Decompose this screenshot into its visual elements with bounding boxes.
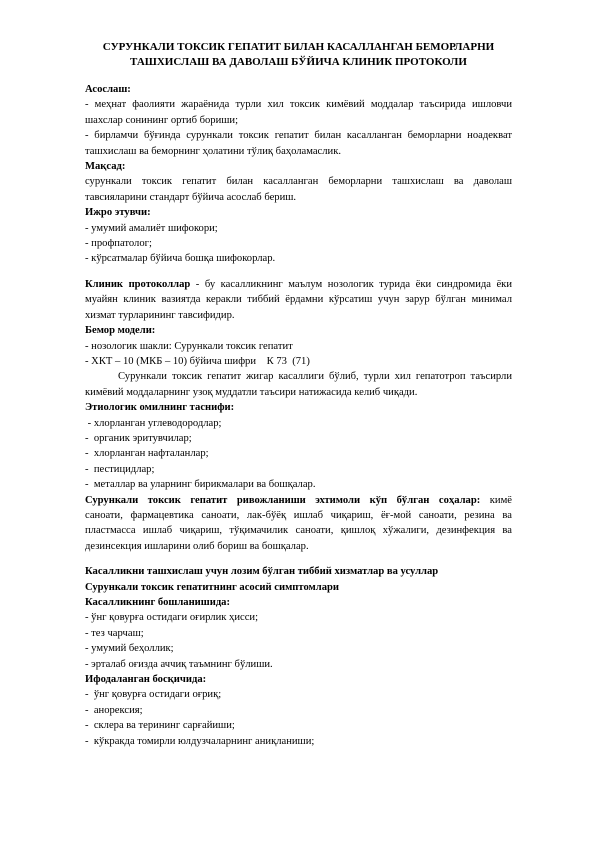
sohalar-rest: кимё xyxy=(480,494,512,506)
bemor-line: Сурункали токсик гепатит жигар касаллиги бўлиб, турли хил гепатотроп таъсирли xyxy=(118,371,512,383)
list-item: - склера ва терининг сарғайиши; xyxy=(85,720,235,732)
klinik-term: Клиник протоколлар xyxy=(85,278,191,290)
ijro-heading: Ижро этувчи: xyxy=(85,207,151,219)
bemor-line: кимёвий моддаларнинг узоқ муддатли таъсири натижасида келиб чиқади. xyxy=(85,386,418,398)
asos-line: - бирламчи бўғинда сурункали токсик гепатит билан касалланган беморларни ноадекват xyxy=(85,130,512,142)
asos-heading: Асослаш: xyxy=(85,84,131,95)
symptoms-heading: Сурункали токсик гепатитнинг асосий симптомлари xyxy=(85,581,339,593)
sohalar-term: Сурункали токсик гепатит ривожланиши эхтимоли кўп бўлган соҳалар: xyxy=(85,494,481,506)
list-item: - хлорланган нафталанлар; xyxy=(85,448,209,460)
list-item: - анорексия; xyxy=(85,704,143,716)
list-item: - умумий амалиёт шифокори; xyxy=(85,222,218,234)
etiol-heading: Этиологик омилнинг таснифи: xyxy=(85,402,235,414)
list-item: - органик эритувчилар; xyxy=(85,432,192,444)
sohalar-line: саноати, фармацевтика саноати, лак-бўёқ ишлаб чиқариш, ёғ-мой саноати, резина ва xyxy=(85,509,512,521)
list-item: - металлар ва уларнинг бирикмалари ва бошқалар. xyxy=(85,479,316,491)
sohalar-line xyxy=(85,493,512,508)
asos-line: - меҳнат фаолияти жараёнида турли хил токсик кимёвий моддалар таъсирида ишловчи xyxy=(85,99,512,111)
list-item: - хлорланган углеводородлар; xyxy=(85,417,222,429)
list-item: - кўкракда томирли юлдузчаларнинг аниқланиши; xyxy=(85,735,315,747)
advanced-heading: Ифодаланган босқичида: xyxy=(85,674,207,686)
sohalar-line: пластмасса ишлаб чиқариш, тўқимачилик саноати, қишлоқ хўжалиги, дезинфекция ва xyxy=(85,525,512,537)
bemor-heading: Бемор модели: xyxy=(85,325,156,337)
bemor-line: - нозологик шакли: Сурункали токсик гепатит xyxy=(85,340,293,352)
asos-line: ташхислаш ва беморнинг ҳолатини тўлиқ баҳоламаслик. xyxy=(85,145,341,157)
sohalar-line: дезинсекция ишларини олиб бориш ва бошқалар. xyxy=(85,540,309,552)
title-line-1: СУРУНКАЛИ ТОКСИК ГЕПАТИТ БИЛАН КАСАЛЛАНГАН БЕМОРЛАРНИ xyxy=(102,41,495,53)
klinik-line: хизмат турларининг тавсифидир. xyxy=(85,309,235,321)
list-item: - пестицидлар; xyxy=(85,463,155,475)
klinik-rest: - бу касалликнинг маълум нозологик турида ёки синдромида ёки xyxy=(190,278,512,290)
maqsad-line: сурункали токсик гепатит билан касалланган беморларни ташхислаш ва даволаш xyxy=(85,176,512,188)
list-item: - умумий беҳоллик; xyxy=(85,643,174,655)
diag-heading: Касалликни ташхислаш учун лозим бўлган тиббий хизматлар ва усуллар xyxy=(85,566,439,578)
title-line-2: ТАШХИСЛАШ ВА ДАВОЛАШ БЎЙИЧА КЛИНИК ПРОТОКОЛИ xyxy=(130,56,467,68)
maqsad-line: тавсияларини стандарт бўйича асослаб бериш. xyxy=(85,191,297,203)
asos-line: шахслар сонининг ортиб бориши; xyxy=(85,114,239,126)
list-item: - ўнг қовурға остидаги оғирлик ҳисси; xyxy=(85,612,259,624)
onset-heading: Касалликнинг бошланишида: xyxy=(85,597,231,608)
bemor-line: - ХКТ – 10 (МКБ – 10) бўйича шифри К 73 (71) xyxy=(85,355,310,367)
maqsad-heading: Мақсад: xyxy=(85,161,126,173)
list-item: - тез чарчаш; xyxy=(85,627,144,639)
list-item: - кўрсатмалар бўйича бошқа шифокорлар. xyxy=(85,253,276,265)
list-item: - ўнг қовурға остидаги оғриқ; xyxy=(85,689,222,701)
klinik-line: муайян клиник вазиятда керакли тиббий ёрдамни кўрсатиш учун зарур бўлган минимал xyxy=(85,294,512,306)
klinik-line xyxy=(85,277,512,292)
page-title xyxy=(85,40,512,70)
list-item: - эрталаб оғизда аччиқ таъмнинг бўлиши. xyxy=(85,658,273,670)
list-item: - профпатолог; xyxy=(85,238,152,250)
